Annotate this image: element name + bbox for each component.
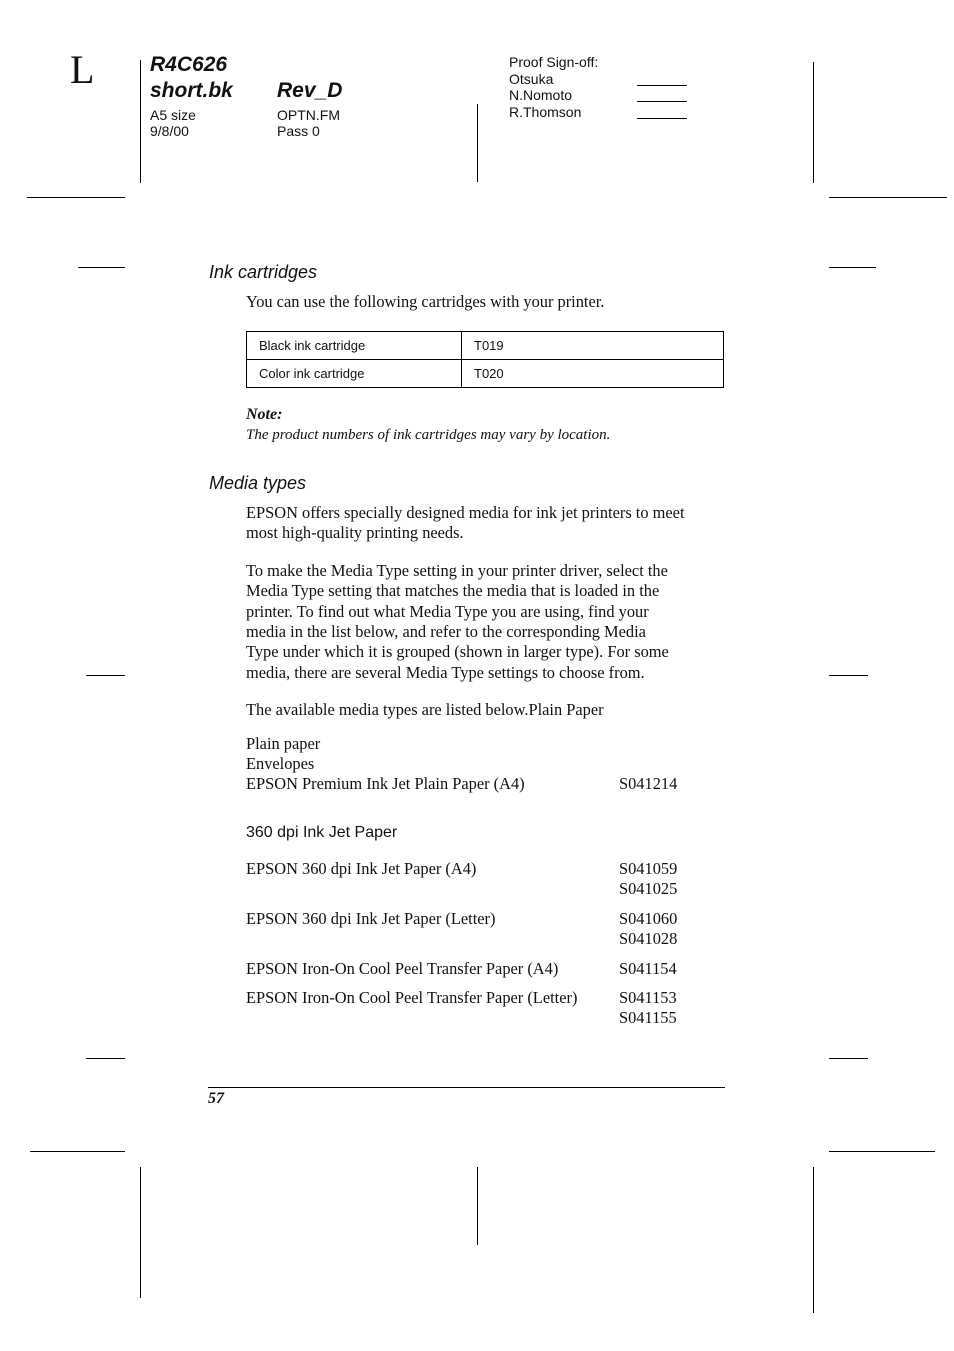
- crop-mark: [78, 267, 125, 268]
- media-item: EPSON 360 dpi Ink Jet Paper (Letter): [246, 909, 496, 928]
- cartridge-name: Color ink cartridge: [247, 360, 462, 388]
- signer-name: N.Nomoto: [509, 87, 573, 103]
- cartridge-table: [246, 331, 724, 388]
- proof-title: Proof Sign-off:: [509, 54, 599, 70]
- crop-mark: [829, 1058, 868, 1059]
- media-code: S041155: [619, 1008, 677, 1027]
- ink-intro: You can use the following cartridges with your printer.: [246, 292, 605, 311]
- cartridge-code: T019: [462, 332, 724, 360]
- media-item: Envelopes: [246, 754, 315, 773]
- table-row: [247, 360, 724, 388]
- media-para-line: media in the list below, and refer to the corresponding Media: [246, 622, 646, 641]
- media-item: Plain paper: [246, 734, 321, 753]
- media-para-line: media, there are several Media Type settings to choose from.: [246, 663, 645, 682]
- media-para-line: Type under which it is grouped (shown in larger type). For some: [246, 642, 669, 661]
- footer-rule: [208, 1087, 725, 1088]
- crop-mark: [829, 267, 876, 268]
- table-row: [247, 332, 724, 360]
- crop-mark: [477, 104, 478, 182]
- crop-mark: [813, 62, 814, 183]
- crop-mark: [86, 1058, 125, 1059]
- media-para-line: To make the Media Type setting in your printer driver, select the: [246, 561, 668, 580]
- section-title-ink: Ink cartridges: [209, 262, 318, 282]
- note-text: The product numbers of ink cartridges may vary by location.: [246, 427, 611, 443]
- book-name: short.bk: [150, 79, 233, 102]
- media-code: S041060: [619, 909, 678, 928]
- media-code: S041028: [619, 929, 678, 948]
- crop-mark: [813, 1167, 814, 1313]
- cartridge-name: Black ink cartridge: [247, 332, 462, 360]
- crop-mark: [829, 197, 947, 198]
- signer-name: Otsuka: [509, 71, 554, 87]
- section-title-media: Media types: [209, 473, 307, 493]
- crop-mark: [140, 1167, 141, 1298]
- signature-line: [637, 118, 687, 119]
- media-para-line: printer. To find out what Media Type you are using, find your: [246, 602, 649, 621]
- media-group-title: 360 dpi Ink Jet Paper: [246, 824, 398, 841]
- corner-mark: L: [70, 47, 95, 92]
- page-size: A5 size: [150, 107, 196, 123]
- signature-line: [637, 101, 687, 102]
- crop-mark: [477, 1167, 478, 1245]
- media-code: S041153: [619, 988, 677, 1007]
- media-item: EPSON Iron-On Cool Peel Transfer Paper (A4): [246, 959, 559, 978]
- media-code: S041154: [619, 959, 677, 978]
- signer-name: R.Thomson: [509, 104, 582, 120]
- crop-mark: [27, 197, 125, 198]
- date: 9/8/00: [150, 123, 189, 139]
- media-item: EPSON 360 dpi Ink Jet Paper (A4): [246, 859, 477, 878]
- doc-code: R4C626: [150, 53, 228, 76]
- note-label: Note:: [246, 406, 283, 423]
- media-item: EPSON Premium Ink Jet Plain Paper (A4): [246, 774, 525, 793]
- media-code: S041025: [619, 879, 678, 898]
- media-para-line: Media Type setting that matches the media that is loaded in the: [246, 581, 660, 600]
- crop-mark: [30, 1151, 125, 1152]
- crop-mark: [86, 675, 125, 676]
- media-code: S041214: [619, 774, 678, 793]
- file-name: OPTN.FM: [277, 107, 340, 123]
- cartridge-code: T020: [462, 360, 724, 388]
- media-para-line: The available media types are listed below.Plain Paper: [246, 700, 604, 719]
- crop-mark: [829, 675, 868, 676]
- media-code: S041059: [619, 859, 678, 878]
- page-number: 57: [208, 1090, 224, 1107]
- media-para-line: most high-quality printing needs.: [246, 523, 464, 542]
- media-item: EPSON Iron-On Cool Peel Transfer Paper (Letter): [246, 988, 578, 1007]
- media-para-line: EPSON offers specially designed media for ink jet printers to meet: [246, 503, 685, 522]
- pass: Pass 0: [277, 123, 320, 139]
- signature-line: [637, 85, 687, 86]
- crop-mark: [829, 1151, 935, 1152]
- revision: Rev_D: [277, 79, 343, 102]
- crop-mark: [140, 60, 141, 183]
